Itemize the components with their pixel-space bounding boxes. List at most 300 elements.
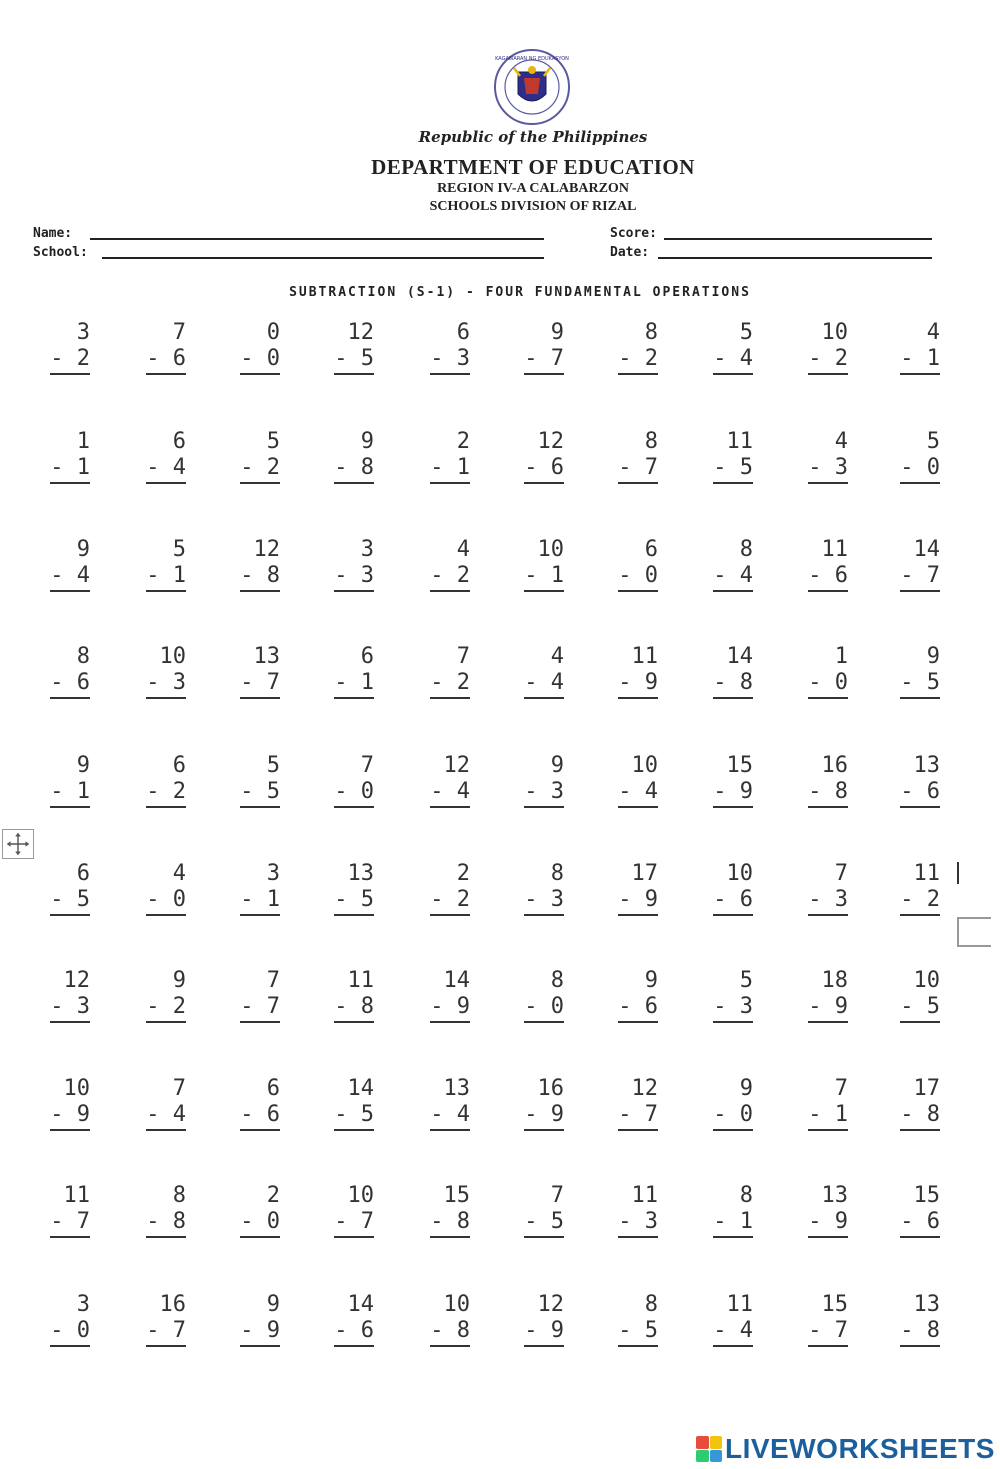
subtrahend-line	[430, 563, 470, 592]
minus-sign: -	[430, 779, 457, 804]
subtraction-problem	[30, 644, 90, 699]
subtraction-problem	[410, 1292, 470, 1347]
subtrahend-line	[713, 779, 753, 808]
minuend: 11	[726, 1292, 753, 1317]
subtraction-problem	[693, 537, 753, 592]
minuend: 10	[821, 320, 848, 345]
subtrahend-line	[146, 455, 186, 484]
subtrahend: 7	[834, 1318, 848, 1343]
minus-sign: -	[50, 779, 77, 804]
minuend: 10	[913, 968, 940, 993]
minuend: 6	[76, 861, 90, 886]
subtraction-problem	[30, 1183, 90, 1238]
subtraction-problem	[504, 968, 564, 1023]
subtrahend: 7	[644, 1102, 658, 1127]
subtraction-problem	[693, 753, 753, 808]
subtrahend-line	[50, 779, 90, 808]
box-icon[interactable]	[957, 917, 991, 947]
minus-sign: -	[430, 887, 457, 912]
subtraction-problem	[598, 537, 658, 592]
minuend: 10	[63, 1076, 90, 1101]
subtrahend-line	[146, 887, 186, 916]
division-text: SCHOOLS DIVISION OF RIZAL	[429, 199, 637, 214]
subtrahend: 5	[360, 887, 374, 912]
subtrahend: 7	[266, 994, 280, 1019]
score-label: Score:	[610, 226, 657, 241]
subtrahend: 5	[76, 887, 90, 912]
minus-sign: -	[900, 887, 927, 912]
subtraction-problem	[220, 537, 280, 592]
move-icon[interactable]	[2, 829, 34, 859]
subtrahend: 6	[76, 670, 90, 695]
subtrahend-line	[334, 1209, 374, 1238]
minuend: 14	[347, 1076, 374, 1101]
subtrahend-line	[524, 994, 564, 1023]
minuend: 7	[550, 1183, 564, 1208]
subtraction-problem	[314, 320, 374, 375]
subtrahend-line	[240, 563, 280, 592]
minus-sign: -	[240, 563, 267, 588]
score-field[interactable]	[664, 238, 932, 240]
minuend: 10	[347, 1183, 374, 1208]
subtrahend-line	[808, 455, 848, 484]
minus-sign: -	[334, 563, 361, 588]
minuend: 13	[913, 1292, 940, 1317]
subtrahend: 9	[644, 670, 658, 695]
subtraction-problem	[880, 1292, 940, 1347]
subtrahend: 3	[550, 779, 564, 804]
subtrahend-line	[430, 779, 470, 808]
subtrahend: 2	[266, 455, 280, 480]
subtrahend-line	[50, 1318, 90, 1347]
minus-sign: -	[618, 1209, 645, 1234]
subtrahend-line	[146, 346, 186, 375]
minus-sign: -	[50, 1102, 77, 1127]
subtrahend: 8	[360, 994, 374, 1019]
subtrahend: 0	[550, 994, 564, 1019]
subtrahend-line	[430, 1318, 470, 1347]
minus-sign: -	[524, 1318, 551, 1343]
subtraction-problem	[126, 1292, 186, 1347]
subtraction-problem	[126, 1183, 186, 1238]
subtrahend: 8	[834, 779, 848, 804]
subtrahend-line	[430, 670, 470, 699]
subtrahend: 4	[172, 455, 186, 480]
subtrahend-line	[146, 779, 186, 808]
minuend: 9	[360, 429, 374, 454]
minuend: 10	[537, 537, 564, 562]
subtrahend-line	[713, 1209, 753, 1238]
subtraction-problem	[314, 861, 374, 916]
minus-sign: -	[240, 887, 267, 912]
subtraction-problem	[314, 1183, 374, 1238]
minus-sign: -	[50, 1318, 77, 1343]
minuend: 17	[913, 1076, 940, 1101]
minuend: 2	[456, 861, 470, 886]
subtraction-problem	[126, 861, 186, 916]
subtrahend-line	[618, 1102, 658, 1131]
subtraction-problem	[880, 429, 940, 484]
minuend: 7	[172, 320, 186, 345]
subtrahend: 4	[550, 670, 564, 695]
subtraction-problem	[410, 753, 470, 808]
subtrahend: 6	[739, 887, 753, 912]
minuend: 13	[253, 644, 280, 669]
subtrahend-line	[808, 1318, 848, 1347]
minus-sign: -	[524, 455, 551, 480]
minuend: 7	[834, 861, 848, 886]
subtraction-problem	[126, 968, 186, 1023]
subtraction-problem	[314, 1292, 374, 1347]
minuend: 3	[360, 537, 374, 562]
minus-sign: -	[808, 779, 835, 804]
subtraction-problem	[598, 1076, 658, 1131]
subtrahend: 8	[926, 1318, 940, 1343]
subtrahend: 3	[360, 563, 374, 588]
subtrahend: 2	[76, 346, 90, 371]
subtrahend: 2	[456, 670, 470, 695]
subtrahend-line	[900, 455, 940, 484]
subtrahend-line	[240, 994, 280, 1023]
minuend: 9	[739, 1076, 753, 1101]
subtrahend-line	[50, 1209, 90, 1238]
subtrahend: 1	[266, 887, 280, 912]
minus-sign: -	[618, 1102, 645, 1127]
minus-sign: -	[334, 887, 361, 912]
minus-sign: -	[713, 887, 740, 912]
subtrahend: 7	[644, 455, 658, 480]
subtrahend-line	[713, 1318, 753, 1347]
subtraction-problem	[410, 537, 470, 592]
minuend: 7	[456, 644, 470, 669]
subtrahend: 5	[266, 779, 280, 804]
subtrahend: 3	[739, 994, 753, 1019]
worksheet-title: SUBTRACTION (S-1) - FOUR FUNDAMENTAL OPERATIONS	[289, 285, 751, 300]
subtrahend: 7	[550, 346, 564, 371]
subtraction-problem	[693, 644, 753, 699]
subtraction-problem	[598, 753, 658, 808]
subtrahend: 2	[172, 994, 186, 1019]
subtrahend-line	[713, 346, 753, 375]
subtrahend: 5	[360, 346, 374, 371]
subtrahend: 4	[739, 563, 753, 588]
liveworksheets-icon	[696, 1436, 722, 1462]
subtrahend-line	[334, 887, 374, 916]
minuend: 6	[456, 320, 470, 345]
subtrahend: 1	[360, 670, 374, 695]
subtraction-problem	[504, 644, 564, 699]
subtrahend: 5	[926, 994, 940, 1019]
minuend: 4	[172, 861, 186, 886]
minus-sign: -	[524, 563, 551, 588]
subtrahend-line	[240, 887, 280, 916]
subtrahend: 1	[926, 346, 940, 371]
minus-sign: -	[240, 1209, 267, 1234]
minuend: 11	[631, 1183, 658, 1208]
school-field[interactable]	[102, 257, 544, 259]
subtraction-problem	[126, 429, 186, 484]
minuend: 14	[347, 1292, 374, 1317]
subtrahend-line	[618, 994, 658, 1023]
minus-sign: -	[240, 455, 267, 480]
minus-sign: -	[240, 1318, 267, 1343]
subtraction-problem	[598, 1183, 658, 1238]
subtrahend: 1	[739, 1209, 753, 1234]
subtraction-problem	[30, 320, 90, 375]
subtrahend: 8	[266, 563, 280, 588]
minus-sign: -	[808, 670, 835, 695]
subtrahend: 2	[456, 563, 470, 588]
minuend: 9	[644, 968, 658, 993]
brand-square	[696, 1450, 709, 1463]
subtrahend: 5	[739, 455, 753, 480]
subtrahend-line	[334, 1102, 374, 1131]
minuend: 10	[726, 861, 753, 886]
minus-sign: -	[334, 1102, 361, 1127]
minus-sign: -	[146, 455, 173, 480]
subtrahend: 8	[172, 1209, 186, 1234]
subtrahend: 3	[456, 346, 470, 371]
subtrahend-line	[618, 1209, 658, 1238]
minuend: 3	[76, 320, 90, 345]
brand-square	[710, 1436, 723, 1449]
subtraction-problem	[126, 644, 186, 699]
minuend: 0	[266, 320, 280, 345]
minus-sign: -	[524, 994, 551, 1019]
subtraction-problem	[598, 1292, 658, 1347]
subtraction-problem	[220, 1292, 280, 1347]
minus-sign: -	[430, 994, 457, 1019]
minuend: 4	[456, 537, 470, 562]
minuend: 4	[926, 320, 940, 345]
subtrahend-line	[713, 563, 753, 592]
subtrahend-line	[618, 455, 658, 484]
minus-sign: -	[50, 455, 77, 480]
subtrahend-line	[900, 1209, 940, 1238]
minuend: 11	[63, 1183, 90, 1208]
subtrahend-line	[618, 1318, 658, 1347]
subtraction-problem	[880, 320, 940, 375]
minus-sign: -	[146, 887, 173, 912]
subtrahend: 0	[76, 1318, 90, 1343]
minuend: 5	[739, 320, 753, 345]
subtrahend: 8	[456, 1318, 470, 1343]
subtraction-problem	[410, 1076, 470, 1131]
subtrahend-line	[900, 563, 940, 592]
subtrahend: 4	[76, 563, 90, 588]
minus-sign: -	[430, 670, 457, 695]
subtrahend-line	[618, 670, 658, 699]
subtrahend-line	[240, 1318, 280, 1347]
minus-sign: -	[334, 455, 361, 480]
subtrahend: 4	[172, 1102, 186, 1127]
minuend: 8	[644, 320, 658, 345]
subtrahend: 9	[834, 1209, 848, 1234]
subtrahend: 2	[172, 779, 186, 804]
problem-grid	[0, 320, 1000, 1380]
liveworksheets-logo[interactable]	[696, 1432, 995, 1466]
subtraction-problem	[314, 644, 374, 699]
minus-sign: -	[334, 1209, 361, 1234]
department-title: DEPARTMENT OF EDUCATION	[371, 155, 695, 179]
minuend: 16	[821, 753, 848, 778]
minuend: 12	[443, 753, 470, 778]
minuend: 9	[926, 644, 940, 669]
minuend: 14	[913, 537, 940, 562]
subtrahend: 5	[644, 1318, 658, 1343]
minus-sign: -	[146, 1209, 173, 1234]
subtrahend-line	[50, 1102, 90, 1131]
subtraction-problem	[30, 1292, 90, 1347]
subtraction-problem	[693, 320, 753, 375]
subtraction-problem	[220, 861, 280, 916]
minus-sign: -	[713, 1102, 740, 1127]
subtrahend: 9	[550, 1102, 564, 1127]
subtrahend: 3	[550, 887, 564, 912]
minus-sign: -	[50, 1209, 77, 1234]
minus-sign: -	[900, 346, 927, 371]
minuend: 4	[550, 644, 564, 669]
name-field[interactable]	[90, 238, 544, 240]
minuend: 10	[443, 1292, 470, 1317]
minus-sign: -	[50, 670, 77, 695]
minus-sign: -	[334, 670, 361, 695]
subtraction-problem	[30, 968, 90, 1023]
subtrahend: 6	[926, 1209, 940, 1234]
minuend: 16	[537, 1076, 564, 1101]
minuend: 2	[456, 429, 470, 454]
minuend: 1	[834, 644, 848, 669]
subtraction-problem	[220, 429, 280, 484]
subtraction-problem	[126, 537, 186, 592]
minuend: 13	[913, 753, 940, 778]
subtrahend-line	[618, 346, 658, 375]
subtrahend: 7	[266, 670, 280, 695]
name-label: Name:	[33, 226, 73, 241]
subtrahend-line	[146, 1209, 186, 1238]
minuend: 15	[821, 1292, 848, 1317]
deped-seal-logo	[480, 48, 584, 126]
subtrahend: 0	[266, 1209, 280, 1234]
subtrahend-line	[334, 1318, 374, 1347]
subtraction-problem	[314, 537, 374, 592]
subtraction-problem	[220, 644, 280, 699]
minuend: 16	[159, 1292, 186, 1317]
minuend: 10	[631, 753, 658, 778]
subtrahend-line	[713, 994, 753, 1023]
subtrahend-line	[524, 1318, 564, 1347]
subtraction-problem	[693, 429, 753, 484]
subtraction-problem	[30, 1076, 90, 1131]
subtraction-problem	[220, 753, 280, 808]
subtraction-problem	[598, 968, 658, 1023]
subtrahend: 9	[739, 779, 753, 804]
subtrahend-line	[334, 455, 374, 484]
subtrahend-line	[618, 779, 658, 808]
minus-sign: -	[618, 1318, 645, 1343]
minuend: 15	[443, 1183, 470, 1208]
date-field[interactable]	[658, 257, 932, 259]
minuend: 12	[253, 537, 280, 562]
subtrahend-line	[430, 455, 470, 484]
subtrahend: 4	[456, 1102, 470, 1127]
minus-sign: -	[618, 994, 645, 1019]
subtrahend-line	[334, 563, 374, 592]
minus-sign: -	[146, 1102, 173, 1127]
minus-sign: -	[334, 994, 361, 1019]
subtrahend: 5	[360, 1102, 374, 1127]
subtrahend: 9	[76, 1102, 90, 1127]
minus-sign: -	[334, 1318, 361, 1343]
minus-sign: -	[713, 994, 740, 1019]
minuend: 7	[834, 1076, 848, 1101]
subtrahend-line	[524, 779, 564, 808]
subtraction-problem	[126, 1076, 186, 1131]
subtrahend: 9	[644, 887, 658, 912]
minus-sign: -	[713, 779, 740, 804]
minus-sign: -	[50, 887, 77, 912]
minuend: 5	[172, 537, 186, 562]
subtrahend-line	[808, 887, 848, 916]
minuend: 3	[76, 1292, 90, 1317]
subtrahend: 8	[926, 1102, 940, 1127]
subtrahend: 2	[456, 887, 470, 912]
minuend: 12	[347, 320, 374, 345]
minus-sign: -	[618, 887, 645, 912]
subtrahend-line	[713, 887, 753, 916]
subtraction-problem	[598, 861, 658, 916]
subtrahend: 3	[76, 994, 90, 1019]
subtrahend: 9	[834, 994, 848, 1019]
subtrahend: 2	[834, 346, 848, 371]
minus-sign: -	[900, 563, 927, 588]
minuend: 2	[266, 1183, 280, 1208]
minuend: 6	[172, 753, 186, 778]
subtrahend-line	[240, 1209, 280, 1238]
subtrahend-line	[900, 1102, 940, 1131]
subtrahend: 7	[172, 1318, 186, 1343]
subtrahend: 6	[360, 1318, 374, 1343]
subtrahend-line	[808, 346, 848, 375]
subtrahend: 9	[550, 1318, 564, 1343]
subtrahend-line	[808, 779, 848, 808]
subtrahend-line	[240, 670, 280, 699]
minus-sign: -	[524, 670, 551, 695]
minuend: 13	[443, 1076, 470, 1101]
minus-sign: -	[713, 1318, 740, 1343]
subtrahend: 6	[266, 1102, 280, 1127]
subtraction-problem	[410, 968, 470, 1023]
minus-sign: -	[713, 563, 740, 588]
subtraction-problem	[504, 1292, 564, 1347]
subtrahend-line	[50, 346, 90, 375]
subtrahend-line	[808, 1209, 848, 1238]
minuend: 9	[172, 968, 186, 993]
minus-sign: -	[808, 455, 835, 480]
minus-sign: -	[146, 1318, 173, 1343]
subtraction-problem	[880, 644, 940, 699]
minus-sign: -	[808, 887, 835, 912]
subtrahend: 7	[926, 563, 940, 588]
subtrahend-line	[334, 346, 374, 375]
subtrahend-line	[524, 670, 564, 699]
subtraction-problem	[30, 537, 90, 592]
minus-sign: -	[900, 1102, 927, 1127]
subtrahend: 4	[456, 779, 470, 804]
subtraction-problem	[410, 429, 470, 484]
subtrahend: 5	[550, 1209, 564, 1234]
region-text: REGION IV-A CALABARZON	[437, 181, 629, 196]
